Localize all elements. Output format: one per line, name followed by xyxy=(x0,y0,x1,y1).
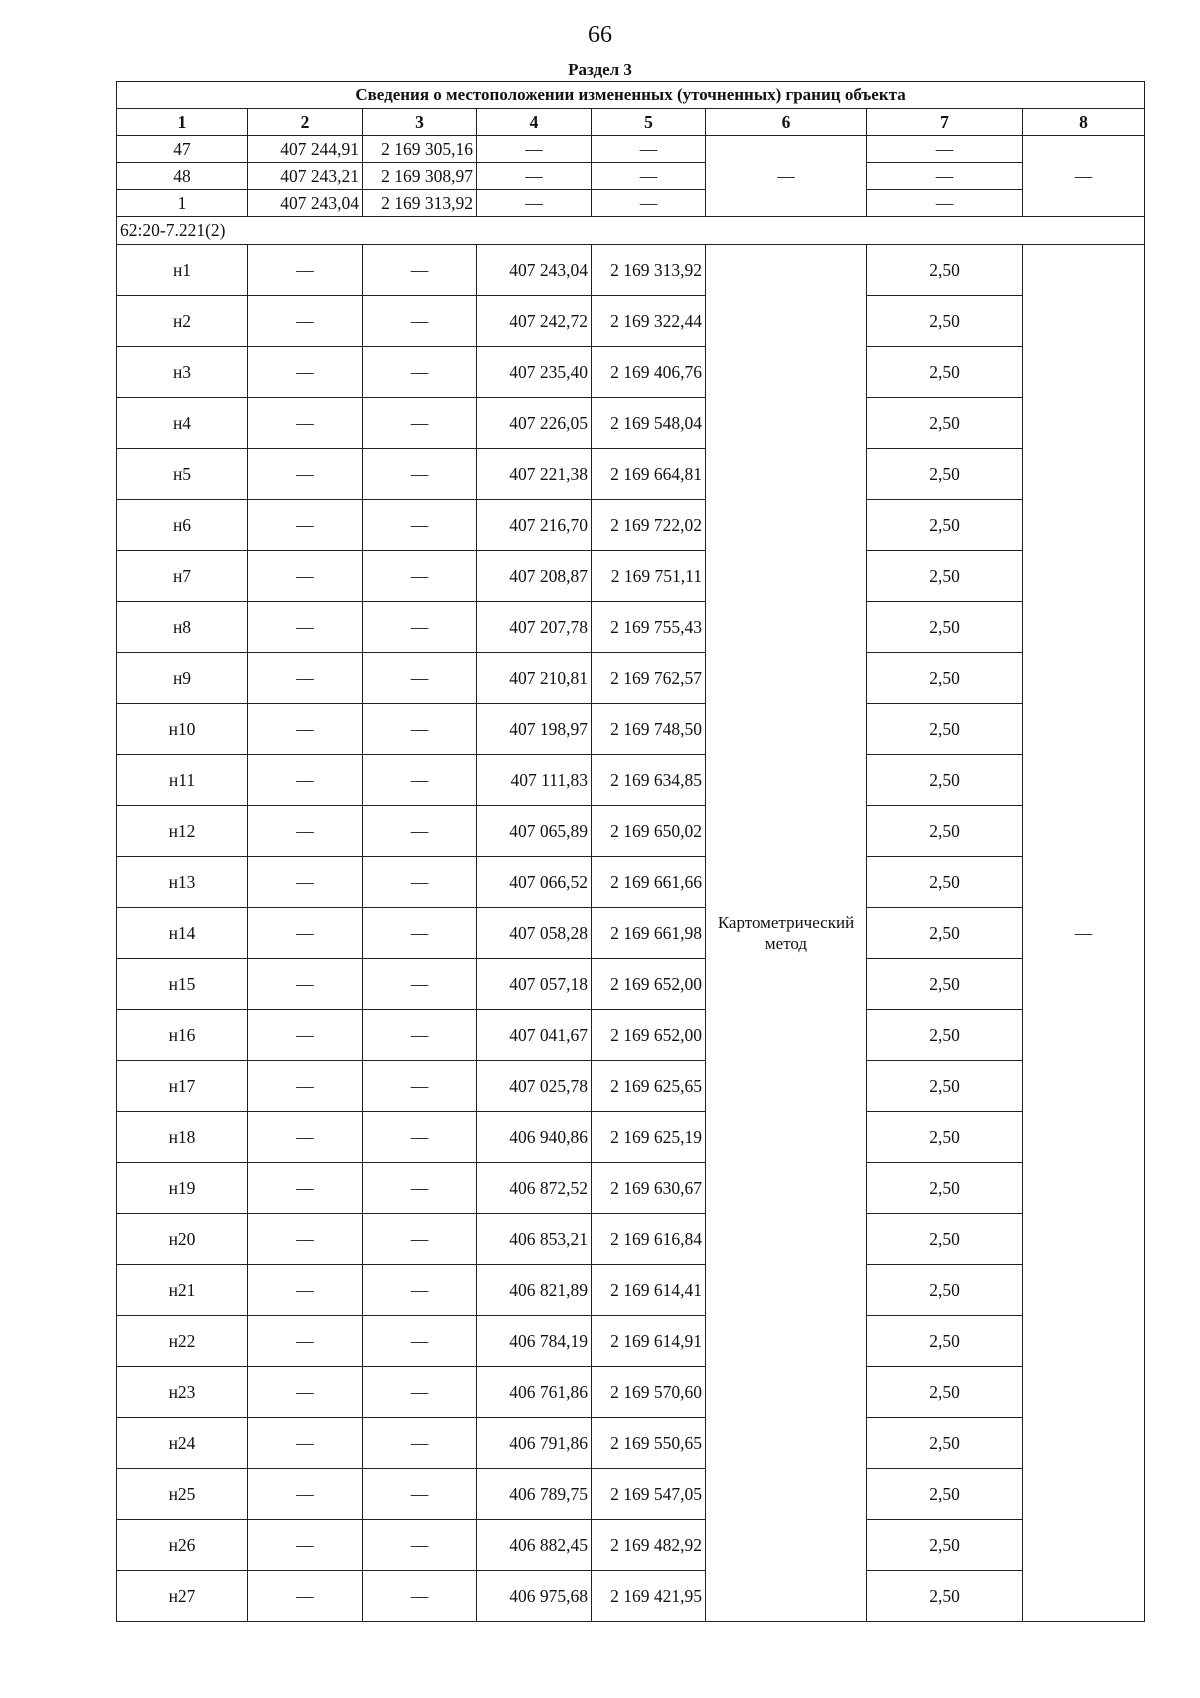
accuracy-cell: 2,50 xyxy=(867,602,1023,653)
table-row xyxy=(117,1367,1145,1418)
y-new-cell: 2 169 614,91 xyxy=(592,1316,706,1367)
y-old-cell: — xyxy=(363,1520,477,1571)
x-old-cell: — xyxy=(248,1112,363,1163)
y-old-cell: 2 169 308,97 xyxy=(363,163,477,190)
point-number-cell: н18 xyxy=(117,1112,248,1163)
column-header: 4 xyxy=(477,109,592,136)
point-number-cell: н9 xyxy=(117,653,248,704)
x-old-cell: — xyxy=(248,347,363,398)
y-old-cell: — xyxy=(363,551,477,602)
table-row xyxy=(117,1316,1145,1367)
accuracy-cell: 2,50 xyxy=(867,857,1023,908)
column-header: 1 xyxy=(117,109,248,136)
y-old-cell: — xyxy=(363,806,477,857)
y-old-cell: — xyxy=(363,908,477,959)
accuracy-cell: 2,50 xyxy=(867,704,1023,755)
point-number-cell: н7 xyxy=(117,551,248,602)
x-old-cell: — xyxy=(248,1010,363,1061)
table-row xyxy=(117,908,1145,959)
x-new-cell: 407 216,70 xyxy=(477,500,592,551)
x-old-cell: — xyxy=(248,1265,363,1316)
point-number-cell: н24 xyxy=(117,1418,248,1469)
y-new-cell: 2 169 652,00 xyxy=(592,1010,706,1061)
point-number-cell: н10 xyxy=(117,704,248,755)
y-old-cell: — xyxy=(363,245,477,296)
accuracy-cell: — xyxy=(867,190,1023,217)
x-new-cell: — xyxy=(477,190,592,217)
accuracy-cell: 2,50 xyxy=(867,908,1023,959)
point-number-cell: н1 xyxy=(117,245,248,296)
table-row xyxy=(117,1571,1145,1622)
y-old-cell: — xyxy=(363,755,477,806)
y-new-cell: — xyxy=(592,136,706,163)
x-new-cell: 407 235,40 xyxy=(477,347,592,398)
y-new-cell: 2 169 482,92 xyxy=(592,1520,706,1571)
table-row xyxy=(117,347,1145,398)
y-old-cell: — xyxy=(363,704,477,755)
x-old-cell: — xyxy=(248,1163,363,1214)
accuracy-cell: 2,50 xyxy=(867,449,1023,500)
point-number-cell: н5 xyxy=(117,449,248,500)
accuracy-cell: 2,50 xyxy=(867,1163,1023,1214)
accuracy-cell: 2,50 xyxy=(867,551,1023,602)
y-old-cell: — xyxy=(363,959,477,1010)
column-header: 7 xyxy=(867,109,1023,136)
point-number-cell: н6 xyxy=(117,500,248,551)
accuracy-cell: 2,50 xyxy=(867,1061,1023,1112)
y-new-cell: 2 169 322,44 xyxy=(592,296,706,347)
y-old-cell: — xyxy=(363,1571,477,1622)
x-new-cell: 407 207,78 xyxy=(477,602,592,653)
accuracy-cell: — xyxy=(867,163,1023,190)
point-number-cell: 1 xyxy=(117,190,248,217)
y-new-cell: 2 169 570,60 xyxy=(592,1367,706,1418)
accuracy-cell: 2,50 xyxy=(867,1571,1023,1622)
x-new-cell: 407 221,38 xyxy=(477,449,592,500)
y-old-cell: — xyxy=(363,296,477,347)
column-header: 8 xyxy=(1023,109,1145,136)
boundary-table xyxy=(116,81,1145,1622)
point-number-cell: н15 xyxy=(117,959,248,1010)
point-number-cell: 47 xyxy=(117,136,248,163)
x-old-cell: 407 243,21 xyxy=(248,163,363,190)
point-number-cell: н25 xyxy=(117,1469,248,1520)
accuracy-cell: 2,50 xyxy=(867,1469,1023,1520)
x-new-cell: 407 058,28 xyxy=(477,908,592,959)
y-new-cell: 2 169 625,19 xyxy=(592,1112,706,1163)
x-new-cell: 407 226,05 xyxy=(477,398,592,449)
group-label: 62:20-7.221(2) xyxy=(117,217,1145,245)
accuracy-cell: 2,50 xyxy=(867,959,1023,1010)
column-header: 3 xyxy=(363,109,477,136)
y-old-cell: — xyxy=(363,398,477,449)
y-old-cell: — xyxy=(363,1469,477,1520)
x-old-cell: — xyxy=(248,1571,363,1622)
x-old-cell: — xyxy=(248,653,363,704)
y-new-cell: 2 169 406,76 xyxy=(592,347,706,398)
x-new-cell: 406 784,19 xyxy=(477,1316,592,1367)
x-old-cell: — xyxy=(248,1520,363,1571)
y-old-cell: — xyxy=(363,1214,477,1265)
x-new-cell: 406 791,86 xyxy=(477,1418,592,1469)
y-new-cell: 2 169 634,85 xyxy=(592,755,706,806)
y-old-cell: 2 169 305,16 xyxy=(363,136,477,163)
x-old-cell: — xyxy=(248,806,363,857)
table-row xyxy=(117,1061,1145,1112)
y-new-cell: 2 169 421,95 xyxy=(592,1571,706,1622)
y-old-cell: — xyxy=(363,1418,477,1469)
accuracy-cell: 2,50 xyxy=(867,755,1023,806)
x-old-cell: — xyxy=(248,908,363,959)
x-new-cell: 406 975,68 xyxy=(477,1571,592,1622)
accuracy-cell: 2,50 xyxy=(867,245,1023,296)
x-new-cell: 407 065,89 xyxy=(477,806,592,857)
accuracy-cell: 2,50 xyxy=(867,296,1023,347)
column-header: 2 xyxy=(248,109,363,136)
description-cell: — xyxy=(1023,245,1145,1622)
y-old-cell: — xyxy=(363,500,477,551)
x-new-cell: 407 111,83 xyxy=(477,755,592,806)
accuracy-cell: 2,50 xyxy=(867,1520,1023,1571)
accuracy-cell: 2,50 xyxy=(867,1316,1023,1367)
x-new-cell: 406 940,86 xyxy=(477,1112,592,1163)
point-number-cell: н12 xyxy=(117,806,248,857)
accuracy-cell: 2,50 xyxy=(867,1367,1023,1418)
y-old-cell: — xyxy=(363,602,477,653)
x-new-cell: 406 872,52 xyxy=(477,1163,592,1214)
x-old-cell: — xyxy=(248,500,363,551)
method-cell: Картометрический метод xyxy=(706,245,867,1622)
y-old-cell: — xyxy=(363,1112,477,1163)
table-row xyxy=(117,449,1145,500)
table-row xyxy=(117,704,1145,755)
method-cell: — xyxy=(706,136,867,217)
accuracy-cell: 2,50 xyxy=(867,398,1023,449)
x-new-cell: 406 761,86 xyxy=(477,1367,592,1418)
y-old-cell: — xyxy=(363,1265,477,1316)
table-row xyxy=(117,959,1145,1010)
table-title: Сведения о местоположении измененных (уточненных) границ объекта xyxy=(117,82,1145,109)
y-old-cell: — xyxy=(363,1367,477,1418)
y-old-cell: — xyxy=(363,1316,477,1367)
y-old-cell: — xyxy=(363,1163,477,1214)
table-row xyxy=(117,500,1145,551)
x-old-cell: — xyxy=(248,1469,363,1520)
accuracy-cell: 2,50 xyxy=(867,1418,1023,1469)
column-header: 6 xyxy=(706,109,867,136)
y-new-cell: 2 169 762,57 xyxy=(592,653,706,704)
x-new-cell: 407 242,72 xyxy=(477,296,592,347)
table-row xyxy=(117,296,1145,347)
point-number-cell: н20 xyxy=(117,1214,248,1265)
accuracy-cell: 2,50 xyxy=(867,1010,1023,1061)
x-old-cell: — xyxy=(248,1367,363,1418)
point-number-cell: н2 xyxy=(117,296,248,347)
x-new-cell: 407 243,04 xyxy=(477,245,592,296)
point-number-cell: н4 xyxy=(117,398,248,449)
x-new-cell: — xyxy=(477,163,592,190)
y-new-cell: 2 169 616,84 xyxy=(592,1214,706,1265)
y-new-cell: 2 169 661,98 xyxy=(592,908,706,959)
point-number-cell: н22 xyxy=(117,1316,248,1367)
table-row xyxy=(117,1010,1145,1061)
point-number-cell: н13 xyxy=(117,857,248,908)
accuracy-cell: 2,50 xyxy=(867,1112,1023,1163)
x-old-cell: 407 244,91 xyxy=(248,136,363,163)
x-old-cell: — xyxy=(248,551,363,602)
y-old-cell: 2 169 313,92 xyxy=(363,190,477,217)
y-old-cell: — xyxy=(363,1061,477,1112)
y-new-cell: 2 169 313,92 xyxy=(592,245,706,296)
x-old-cell: — xyxy=(248,1418,363,1469)
x-new-cell: — xyxy=(477,136,592,163)
point-number-cell: н14 xyxy=(117,908,248,959)
x-new-cell: 407 041,67 xyxy=(477,1010,592,1061)
table-row xyxy=(117,136,1145,163)
x-new-cell: 406 789,75 xyxy=(477,1469,592,1520)
table-row xyxy=(117,1265,1145,1316)
y-new-cell: — xyxy=(592,163,706,190)
table-row xyxy=(117,551,1145,602)
accuracy-cell: 2,50 xyxy=(867,1214,1023,1265)
x-old-cell: — xyxy=(248,398,363,449)
x-old-cell: — xyxy=(248,296,363,347)
accuracy-cell: 2,50 xyxy=(867,806,1023,857)
y-new-cell: 2 169 548,04 xyxy=(592,398,706,449)
x-new-cell: 407 057,18 xyxy=(477,959,592,1010)
column-header-row xyxy=(117,109,1145,136)
point-number-cell: н27 xyxy=(117,1571,248,1622)
y-old-cell: — xyxy=(363,857,477,908)
y-new-cell: 2 169 664,81 xyxy=(592,449,706,500)
y-old-cell: — xyxy=(363,347,477,398)
table-row xyxy=(117,190,1145,217)
table-row xyxy=(117,755,1145,806)
y-new-cell: 2 169 751,11 xyxy=(592,551,706,602)
table-row xyxy=(117,1112,1145,1163)
point-number-cell: н11 xyxy=(117,755,248,806)
page-number: 66 xyxy=(588,22,612,48)
point-number-cell: 48 xyxy=(117,163,248,190)
x-new-cell: 407 210,81 xyxy=(477,653,592,704)
y-new-cell: — xyxy=(592,190,706,217)
x-old-cell: — xyxy=(248,1061,363,1112)
table-row xyxy=(117,1469,1145,1520)
y-old-cell: — xyxy=(363,1010,477,1061)
table-row xyxy=(117,1214,1145,1265)
x-old-cell: — xyxy=(248,245,363,296)
table-row xyxy=(117,1418,1145,1469)
point-number-cell: н21 xyxy=(117,1265,248,1316)
point-number-cell: н19 xyxy=(117,1163,248,1214)
point-number-cell: н17 xyxy=(117,1061,248,1112)
point-number-cell: н8 xyxy=(117,602,248,653)
y-new-cell: 2 169 625,65 xyxy=(592,1061,706,1112)
x-new-cell: 407 066,52 xyxy=(477,857,592,908)
y-new-cell: 2 169 550,65 xyxy=(592,1418,706,1469)
x-new-cell: 407 025,78 xyxy=(477,1061,592,1112)
x-old-cell: — xyxy=(248,755,363,806)
table-row xyxy=(117,163,1145,190)
column-header: 5 xyxy=(592,109,706,136)
accuracy-cell: — xyxy=(867,136,1023,163)
x-old-cell: — xyxy=(248,857,363,908)
y-new-cell: 2 169 650,02 xyxy=(592,806,706,857)
table-row xyxy=(117,806,1145,857)
table-row xyxy=(117,653,1145,704)
x-new-cell: 406 821,89 xyxy=(477,1265,592,1316)
y-new-cell: 2 169 661,66 xyxy=(592,857,706,908)
x-old-cell: — xyxy=(248,449,363,500)
accuracy-cell: 2,50 xyxy=(867,347,1023,398)
description-cell: — xyxy=(1023,136,1145,217)
group-row xyxy=(117,217,1145,245)
table-row xyxy=(117,602,1145,653)
y-new-cell: 2 169 614,41 xyxy=(592,1265,706,1316)
y-new-cell: 2 169 722,02 xyxy=(592,500,706,551)
point-number-cell: н23 xyxy=(117,1367,248,1418)
x-new-cell: 406 853,21 xyxy=(477,1214,592,1265)
y-new-cell: 2 169 755,43 xyxy=(592,602,706,653)
y-new-cell: 2 169 630,67 xyxy=(592,1163,706,1214)
y-old-cell: — xyxy=(363,653,477,704)
table-row xyxy=(117,398,1145,449)
x-new-cell: 406 882,45 xyxy=(477,1520,592,1571)
y-new-cell: 2 169 748,50 xyxy=(592,704,706,755)
table-row xyxy=(117,245,1145,296)
x-old-cell: — xyxy=(248,1316,363,1367)
table-row xyxy=(117,1163,1145,1214)
x-old-cell: — xyxy=(248,704,363,755)
x-old-cell: — xyxy=(248,602,363,653)
point-number-cell: н16 xyxy=(117,1010,248,1061)
y-new-cell: 2 169 547,05 xyxy=(592,1469,706,1520)
point-number-cell: н26 xyxy=(117,1520,248,1571)
x-new-cell: 407 198,97 xyxy=(477,704,592,755)
point-number-cell: н3 xyxy=(117,347,248,398)
accuracy-cell: 2,50 xyxy=(867,1265,1023,1316)
table-row xyxy=(117,1520,1145,1571)
y-new-cell: 2 169 652,00 xyxy=(592,959,706,1010)
y-old-cell: — xyxy=(363,449,477,500)
x-new-cell: 407 208,87 xyxy=(477,551,592,602)
accuracy-cell: 2,50 xyxy=(867,653,1023,704)
x-old-cell: 407 243,04 xyxy=(248,190,363,217)
accuracy-cell: 2,50 xyxy=(867,500,1023,551)
x-old-cell: — xyxy=(248,1214,363,1265)
x-old-cell: — xyxy=(248,959,363,1010)
table-row xyxy=(117,857,1145,908)
section-title: Раздел 3 xyxy=(568,60,632,79)
